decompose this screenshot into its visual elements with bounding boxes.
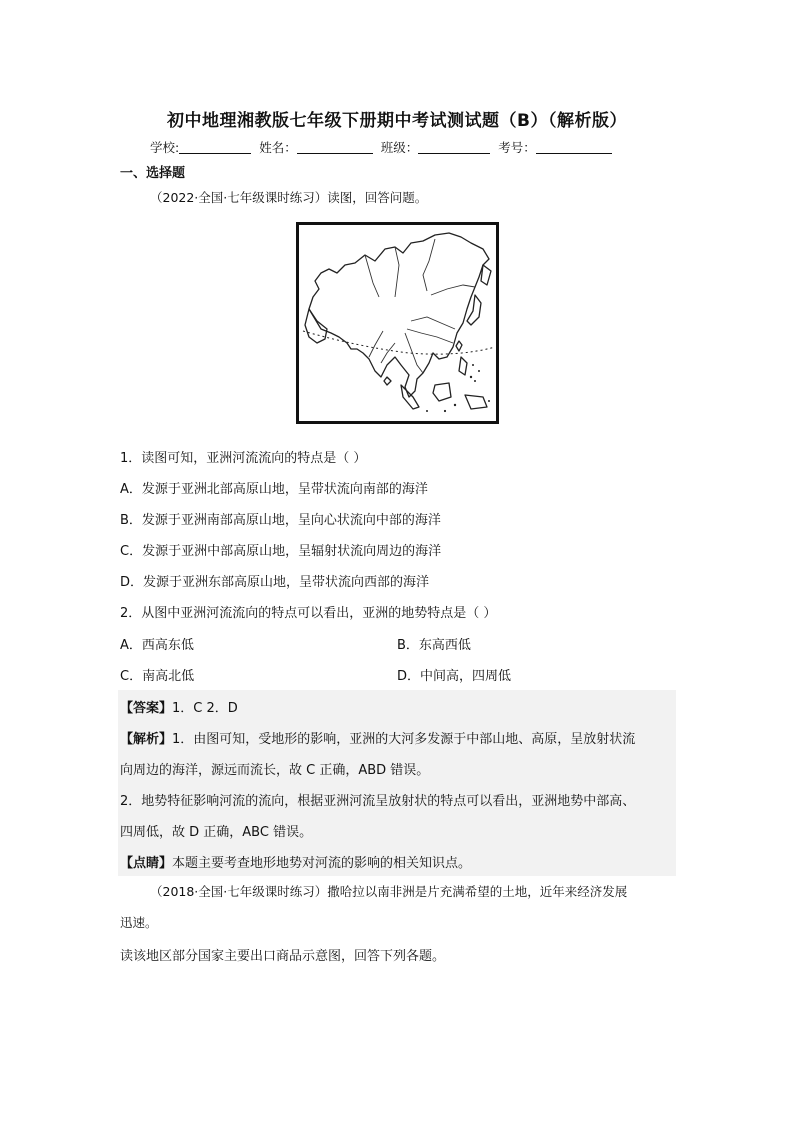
analysis-line-4: 四周低，故 D 正确，ABC 错误。: [120, 825, 313, 840]
island-dots: [426, 364, 490, 412]
comment-text: 本题主要考查地形地势对河流的影响的相关知识点。: [172, 856, 472, 871]
school-blank[interactable]: [179, 141, 251, 154]
river-amur: [431, 285, 475, 295]
question-2-stem: 2．从图中亚洲河流流向的特点可以看出，亚洲的地势特点是（ ）: [120, 606, 497, 621]
sri-lanka-outline: [384, 377, 391, 385]
name-label: 姓名：: [259, 140, 297, 155]
page-title: 初中地理湘教版七年级下册期中考试测试题（B）（解析版）: [167, 111, 627, 131]
answer-line: [120, 697, 238, 716]
answer-analysis-panel: [118, 690, 676, 876]
question-1-option-d[interactable]: D．发源于亚洲东部高原山地，呈带状流向西部的海洋: [120, 575, 430, 590]
class-label: 班级：: [380, 140, 419, 155]
comment-line: [120, 852, 471, 871]
asia-map-figure: [296, 222, 499, 424]
river-yellow: [411, 317, 455, 329]
question-1-option-a[interactable]: A．发源于亚洲北部高原山地，呈带状流向南部的海洋: [120, 482, 428, 497]
exam-number-label: 考号：: [498, 140, 536, 155]
japan-outline: [467, 295, 481, 325]
river-mekong: [405, 333, 423, 373]
river-ob: [365, 255, 379, 297]
borneo-outline: [433, 383, 451, 401]
analysis-line-3: 2．地势特征影响河流的流向，根据亚洲河流呈放射状的特点可以看出，亚洲地势中部高、: [120, 794, 636, 809]
river-indus: [369, 331, 383, 357]
student-info-line: [150, 138, 616, 156]
question-group-2-source: （2018·全国·七年级课时练习）撒哈拉以南非洲是片充满希望的土地，近年来经济发展: [150, 884, 628, 899]
kamchatka-outline: [481, 265, 491, 285]
question-group-2-instruction: 读该地区部分国家主要出口商品示意图，回答下列各题。: [120, 949, 446, 964]
comment-label: 【点睛】: [120, 856, 173, 871]
question-2-option-d[interactable]: D．中间高，四周低: [397, 669, 512, 684]
river-lena: [423, 239, 435, 291]
analysis-text-1: 1．由图可知，受地形的影响，亚洲的大河多发源于中部山地、高原，呈放射状流: [172, 732, 636, 747]
question-1-option-c[interactable]: C．发源于亚洲中部高原山地，呈辐射状流向周边的海洋: [120, 544, 442, 559]
philippines-outline: [459, 357, 467, 375]
question-2-option-b[interactable]: B．东高西低: [397, 638, 471, 653]
class-blank[interactable]: [418, 141, 490, 154]
school-label: 学校:: [150, 140, 180, 155]
asia-outline-map: [299, 225, 496, 421]
exam-number-blank[interactable]: [536, 141, 612, 154]
river-yangtze: [407, 329, 453, 343]
answer-label: 【答案】: [120, 701, 173, 716]
question-group-2-source-cont: 迅速。: [120, 915, 158, 930]
question-2-option-a[interactable]: A．西高东低: [120, 638, 194, 653]
answer-text: 1．C 2．D: [172, 701, 238, 716]
new-guinea-outline: [465, 395, 487, 409]
name-blank[interactable]: [297, 141, 373, 154]
analysis-line-1: [120, 728, 635, 747]
question-2-option-c[interactable]: C．南高北低: [120, 669, 195, 684]
river-yenisei: [395, 247, 399, 297]
arabia-outline: [305, 309, 327, 343]
taiwan-outline: [456, 341, 462, 351]
section-heading: 一、选择题: [120, 166, 186, 181]
tropic-of-cancer-line: [303, 331, 495, 354]
sumatra-outline: [401, 385, 419, 409]
question-1-option-b[interactable]: B．发源于亚洲南部高原山地，呈向心状流向中部的海洋: [120, 513, 441, 528]
analysis-line-2: 向周边的海洋，源远而流长，故 C 正确，ABD 错误。: [120, 763, 430, 778]
analysis-label: 【解析】: [120, 732, 173, 747]
question-1-stem: 1．读图可知，亚洲河流流向的特点是（ ）: [120, 451, 367, 466]
question-source: （2022·全国·七年级课时练习）读图，回答问题。: [150, 190, 428, 205]
